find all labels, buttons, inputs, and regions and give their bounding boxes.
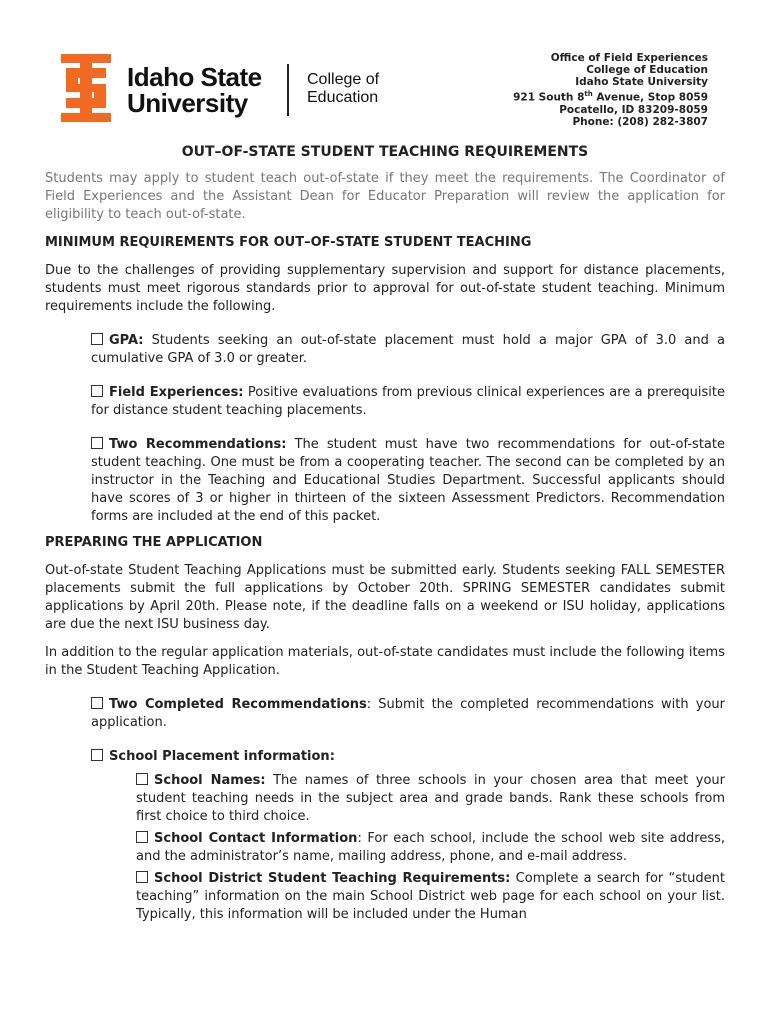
intro-paragraph: Students may apply to student teach out-of-state if they meet the requirements. The Coordinator of Field Experiences and the Assistant Dean for Educator Preparation will review the application for eligibility to teach out-of-state. <box>45 171 725 222</box>
college-line1: College of <box>307 71 380 88</box>
preparing-text-1: Out-of-state Student Teaching Applications must be submitted early. Students seeking FALL SEMESTER placements submit the full applications by October 20th. SPRING SEMESTER candidates submit applications by April 20th. Please note, if the deadline falls on a weekend or ISU holiday, applications are due the next ISU business day. <box>45 563 725 632</box>
checkbox-icon[interactable] <box>136 773 148 785</box>
contact-city: Pocatello, ID 83209-8059 <box>559 103 708 116</box>
checkbox-icon[interactable] <box>91 385 103 397</box>
two-completed-recs-item: Two Completed Recommendations: Submit the completed recommendations with your application. <box>91 697 725 730</box>
school-placement-item: School Placement information: <box>91 748 725 766</box>
checkbox-icon[interactable] <box>91 697 103 709</box>
logo-line2: University <box>127 88 248 118</box>
recommendations-item: Two Recommendations: The student must have two recommendations for out-of-state student teaching. One must be from a cooperating teacher. The second can be completed by an instructor in the Teaching and Educational Studies Department. Successful applicants should have scores of 3 or higher in thirteen of the sixteen Assessment Predictors. Recommendation forms are included at the end of this packet. <box>91 437 725 524</box>
logo-line1: Idaho State <box>127 62 262 92</box>
college-line2: Education <box>307 89 379 106</box>
school-names-item: School Names: The names of three schools in your chosen area that meet your student teaching needs in the subject area and grade bands. Rank these schools from first choice to third choice. <box>136 773 725 824</box>
document-body <box>45 144 725 928</box>
contact-block <box>513 52 708 128</box>
school-contact-item: School Contact Information: For each school, include the school web site address, and the administrator’s name, mailing address, phone, and e-mail address. <box>136 831 726 864</box>
isu-logo <box>60 52 400 124</box>
contact-university: Idaho State University <box>575 76 708 88</box>
checkbox-icon[interactable] <box>136 871 148 883</box>
field-experiences-item: Field Experiences: Positive evaluations from previous clinical experiences are a prerequisite for distance student teaching placements. <box>91 385 725 418</box>
isu-monogram-icon <box>60 52 112 124</box>
gpa-item: GPA: Students seeking an out-of-state placement must hold a major GPA of 3.0 and a cumulative GPA of 3.0 or greater. <box>91 333 725 366</box>
contact-phone: Phone: (208) 282-3807 <box>572 115 708 128</box>
checkbox-icon[interactable] <box>91 749 103 761</box>
page-title: OUT–OF-STATE STUDENT TEACHING REQUIREMENTS <box>181 144 589 160</box>
contact-college: College of Education <box>586 64 708 76</box>
contact-street: 921 South 8th Avenue, Stop 8059 <box>513 90 708 104</box>
logo-divider <box>287 64 289 116</box>
preparing-text-2: In addition to the regular application materials, out-of-state candidates must include the following items in the Student Teaching Application. <box>45 645 725 678</box>
checkbox-icon[interactable] <box>136 831 148 843</box>
checkbox-icon[interactable] <box>91 333 103 345</box>
preparing-heading: PREPARING THE APPLICATION <box>45 535 263 550</box>
min-requirements-text: Due to the challenges of providing supplementary supervision and support for distance placements, students must meet rigorous standards prior to approval for out-of-state student teaching. Minimum requirements include the following. <box>45 263 725 314</box>
contact-office: Office of Field Experiences <box>550 52 708 64</box>
checkbox-icon[interactable] <box>91 437 103 449</box>
school-district-item: School District Student Teaching Requirements: Complete a search for “student teaching” information on the main School District web page for each school on your list. Typically, this information will be included under the Human <box>136 871 725 922</box>
min-requirements-heading: MINIMUM REQUIREMENTS FOR OUT–OF-STATE STUDENT TEACHING <box>45 235 532 250</box>
